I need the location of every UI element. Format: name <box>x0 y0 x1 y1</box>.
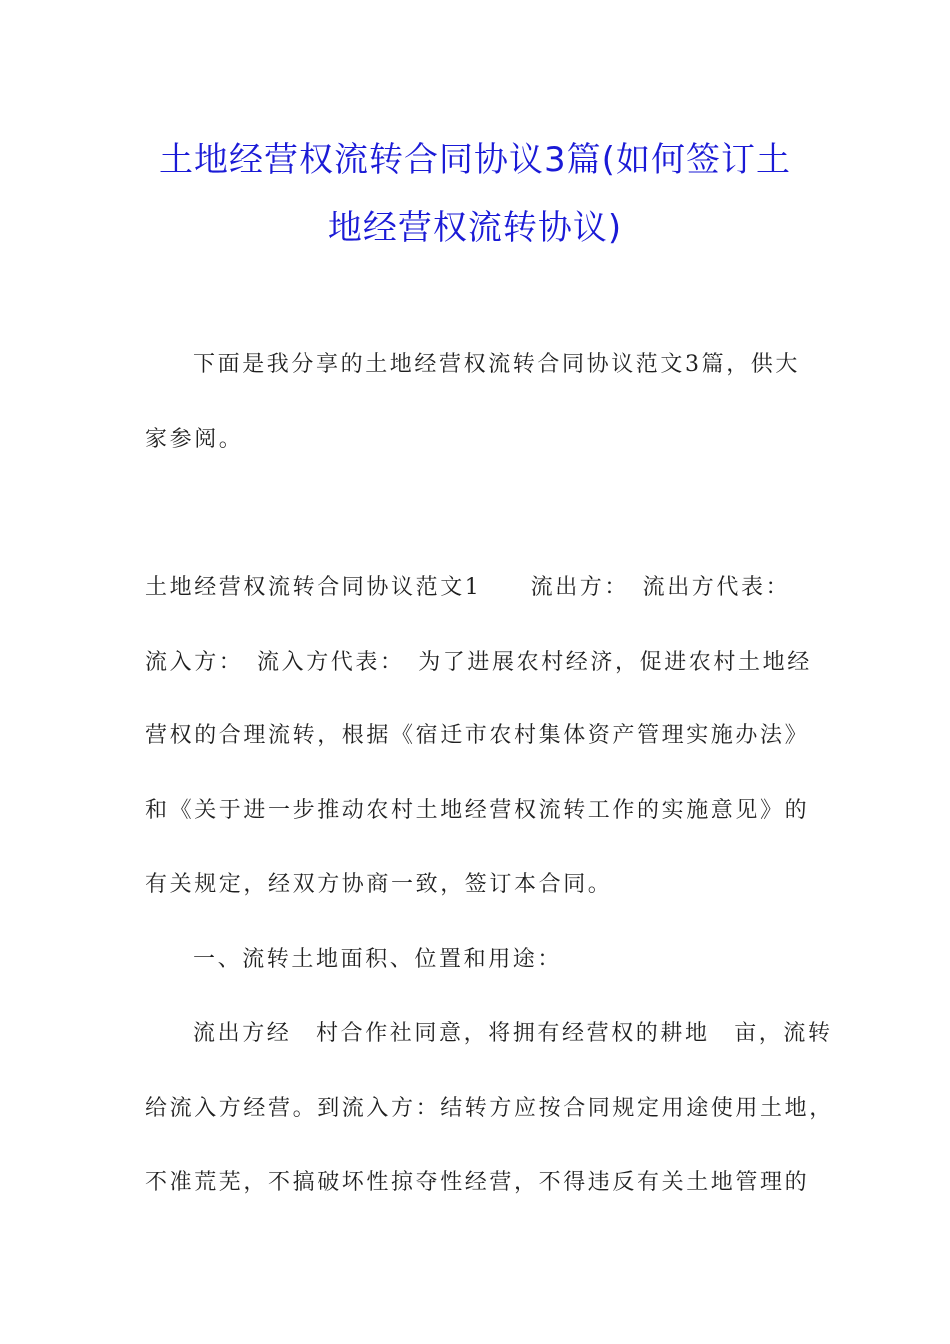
intro-paragraph-line-2: 家参阅。 <box>145 427 244 452</box>
contract-paragraph-line-1: 土地经营权流转合同协议范文1 流出方： 流出方代表： <box>145 575 791 600</box>
document-title-line-2: 地经营权流转协议) <box>327 208 623 248</box>
section-1-line-3: 不准荒芜，不搞破坏性掠夺性经营，不得违反有关土地管理的 <box>145 1170 810 1195</box>
contract-paragraph-line-4: 和《关于进一步推动农村土地经营权流转工作的实施意见》的 <box>145 798 810 823</box>
contract-paragraph-line-2: 流入方： 流入方代表： 为了进展农村经济，促进农村土地经 <box>145 650 812 675</box>
document-title-line-1: 土地经营权流转合同协议3篇(如何签订土 <box>159 140 791 180</box>
intro-paragraph-line-1: 下面是我分享的土地经营权流转合同协议范文3篇，供大 <box>193 352 800 377</box>
contract-paragraph-line-3: 营权的合理流转，根据《宿迁市农村集体资产管理实施办法》 <box>145 723 810 748</box>
section-heading-1: 一、流转土地面积、位置和用途： <box>193 947 563 972</box>
section-1-line-2: 给流入方经营。到流入方：结转方应按合同规定用途使用土地， <box>145 1096 834 1121</box>
section-1-line-1: 流出方经 村合作社同意，将拥有经营权的耕地 亩，流转 <box>193 1021 833 1046</box>
contract-paragraph-line-5: 有关规定，经双方协商一致，签订本合同。 <box>145 872 613 897</box>
